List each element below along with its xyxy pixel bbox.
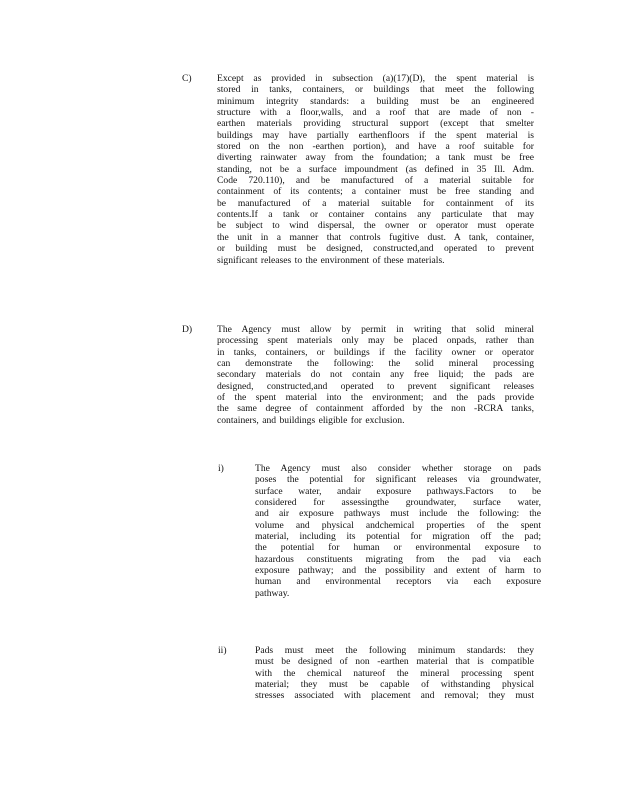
text-line: stresses associated with placement and removal; they must [255, 690, 534, 702]
subsection-paragraph-ii [255, 645, 534, 702]
text-line: volume and physical andchemical properties of the spent [255, 519, 541, 531]
text-line: stored on the non -earthen portion), and have a roof suitable for [217, 141, 534, 153]
text-line: stored in tanks, containers, or buildings that meet the following [217, 84, 534, 96]
text-line: the unit in a manner that controls fugitive dust. A tank, container, [217, 231, 534, 243]
subsection-paragraph-i [255, 463, 541, 599]
text-line: the potential for human or environmental exposure to [255, 542, 541, 554]
text-line: Pads must meet the following minimum standards: they [255, 645, 534, 656]
text-line: containment of its contents; a container must be free standing and [217, 186, 534, 198]
text-line: pathway. [255, 587, 290, 599]
text-line: Code 720.110), and be manufactured of a material suitable for [217, 175, 534, 187]
text-line: processing spent materials only may be placed onpads, rather than [217, 335, 534, 347]
text-line: the same degree of containment afforded by the non -RCRA tanks, [217, 403, 534, 415]
text-line: material; they must be capable of withstanding physical [255, 679, 534, 691]
section-label-d: D) [182, 324, 193, 335]
text-line: with the chemical natureof the mineral processing spent [255, 667, 534, 679]
text-line: can demonstrate the following: the solid mineral processing [217, 358, 534, 370]
text-line: buildings may have partially earthenfloors if the spent material is [217, 129, 534, 141]
text-line: in tanks, containers, or buildings if the facility owner or operator [217, 346, 534, 358]
text-line: standing, not be a surface impoundment (as defined in 35 Ill. Adm. [217, 163, 534, 175]
text-line: hazardous constituents migrating from the pad via each [255, 553, 541, 565]
text-line: diverting rainwater away from the foundation; a tank must be free [217, 152, 534, 164]
text-line: structure with a floor,walls, and a roof that are made of non - [217, 107, 534, 119]
text-line: designed, constructed,and operated to prevent significant releases [217, 380, 534, 392]
text-line: secondary materials do not contain any free liquid; the pads are [217, 369, 534, 381]
text-line: exposure pathway; and the possibility and extent of harm to [255, 565, 541, 577]
text-line: poses the potential for significant releases via groundwater, [255, 474, 541, 486]
text-line: be subject to wind dispersal, the owner or operator must operate [217, 220, 534, 232]
subsection-label-ii: ii) [218, 645, 227, 656]
text-line: be manufactured of a material suitable for containment of its [217, 197, 534, 209]
text-line: must be designed of non -earthen material that is compatible [255, 656, 534, 668]
text-line: The Agency must also consider whether storage on pads [255, 463, 541, 474]
text-line: and air exposure pathways must include the following: the [255, 508, 541, 520]
text-line: surface water, andair exposure pathways.Factors to be [255, 485, 541, 497]
section-paragraph-d [217, 324, 534, 426]
text-line: contents.If a tank or container contains any particulate that may [217, 209, 534, 221]
text-line: or building must be designed, constructed,and operated to prevent [217, 243, 534, 255]
text-line: significant releases to the environment of these materials. [217, 254, 445, 266]
section-label-c: C) [182, 73, 192, 84]
text-line: human and environmental receptors via each exposure [255, 576, 541, 588]
text-line: considered for assessingthe groundwater, surface water, [255, 497, 541, 509]
text-line: Except as provided in subsection (a)(17)(D), the spent material is [217, 73, 534, 84]
text-line: material, including its potential for migration off the pad; [255, 531, 541, 543]
text-line: earthen materials providing structural support (except that smelter [217, 118, 534, 130]
text-line: The Agency must allow by permit in writing that solid mineral [217, 324, 534, 335]
text-line: of the spent material into the environment; and the pads provide [217, 392, 534, 404]
subsection-label-i: i) [218, 463, 224, 474]
text-line: minimum integrity standards: a building must be an engineered [217, 95, 534, 107]
text-line: containers, and buildings eligible for exclusion. [217, 414, 405, 426]
section-paragraph-c [217, 73, 534, 266]
